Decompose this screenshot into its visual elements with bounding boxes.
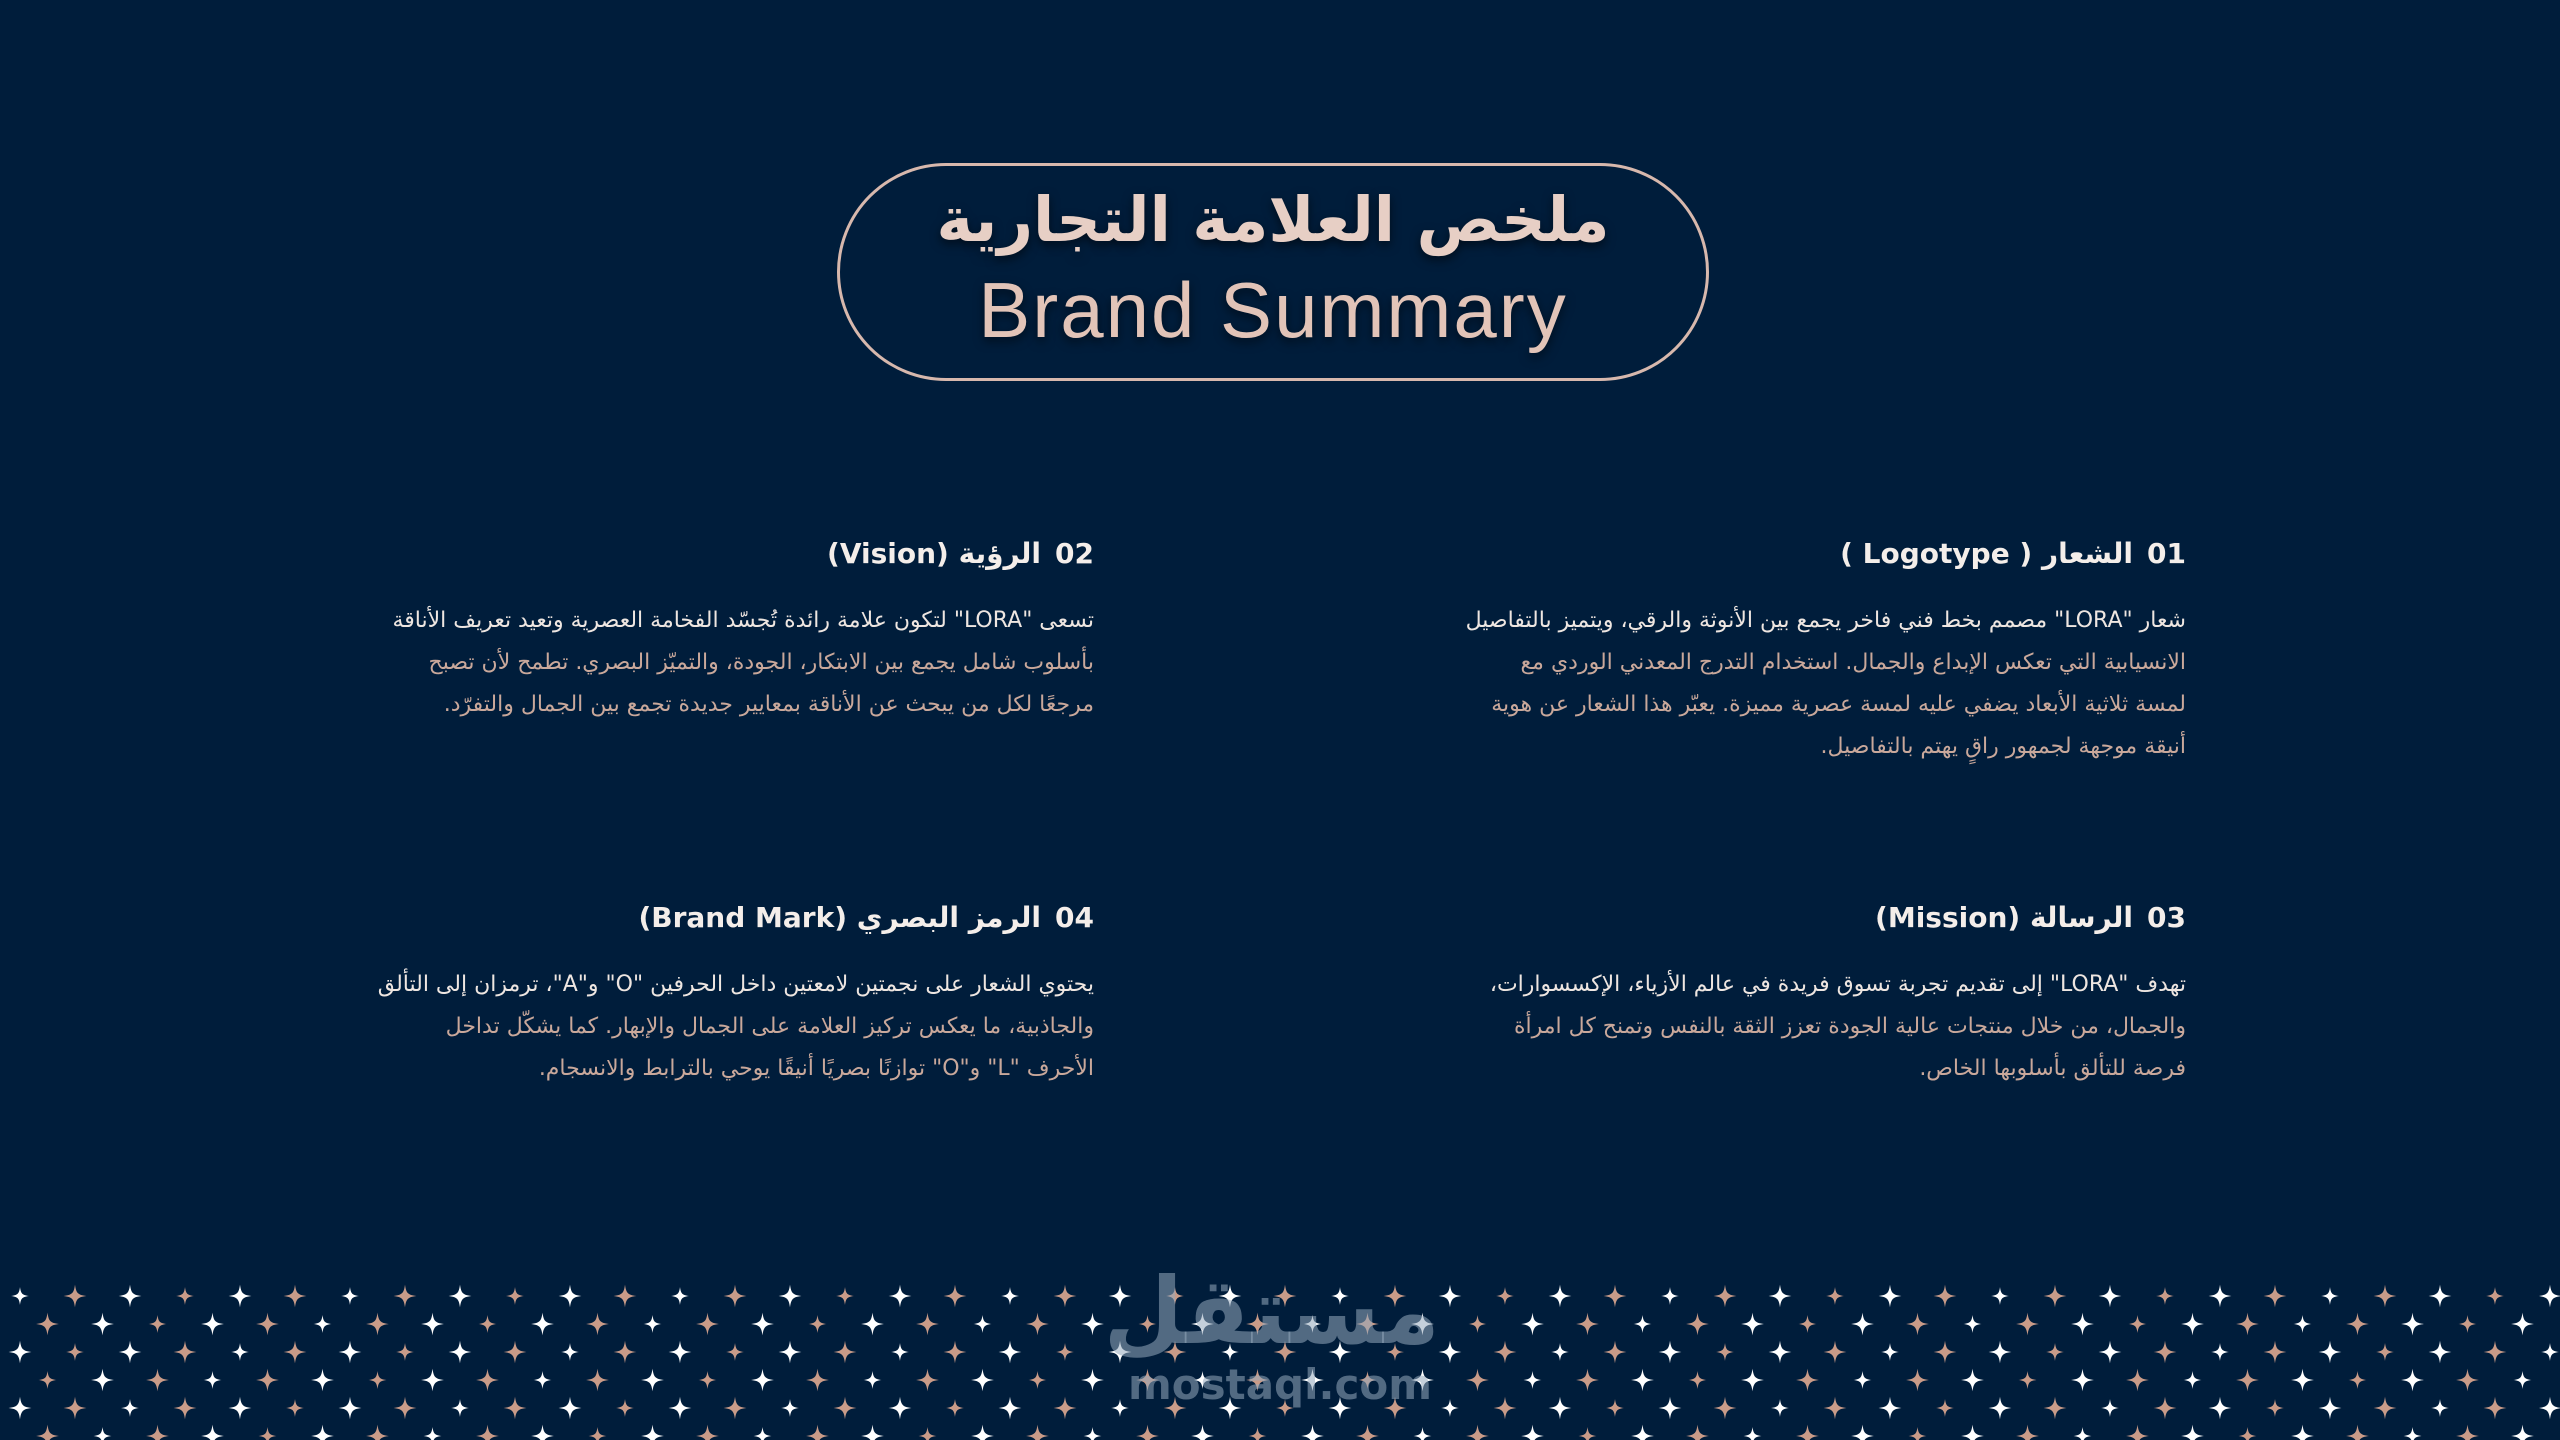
sparkle-star-icon	[1001, 1287, 1019, 1305]
sparkle-star-icon	[1634, 1315, 1652, 1333]
sparkle-star-icon	[1771, 1399, 1789, 1417]
sparkle-star-icon	[94, 1427, 112, 1440]
sparkle-star-icon	[64, 1397, 87, 1420]
sparkle-star-icon	[1549, 1397, 1572, 1420]
sparkle-star-icon	[366, 1425, 389, 1440]
sparkle-star-icon	[1136, 1425, 1159, 1440]
sparkle-star-icon	[2374, 1397, 2397, 1420]
sparkle-star-icon	[2074, 1427, 2092, 1440]
sparkle-star-icon	[1799, 1315, 1817, 1333]
sparkle-star-icon	[919, 1427, 937, 1440]
section-heading	[1426, 898, 2186, 938]
sparkle-star-icon	[1879, 1285, 1902, 1308]
section-number: 03	[2147, 901, 2186, 934]
section-logotype	[1426, 534, 2186, 768]
sparkle-star-icon	[836, 1287, 854, 1305]
sparkle-star-icon	[834, 1341, 857, 1364]
sparkle-star-icon	[2236, 1369, 2259, 1392]
sparkle-star-icon	[2291, 1369, 2314, 1392]
section-title: الرسالة (Mission)	[1875, 901, 2134, 934]
sparkle-star-icon	[121, 1399, 139, 1417]
sparkle-star-icon	[449, 1341, 472, 1364]
body-line: بأسلوب شامل يجمع بين الابتكار، الجودة، والتميّز البصري. تطمح لأن تصبح	[428, 650, 1094, 675]
body-line: أنيقة موجهة لجمهور راقٍ يهتم بالتفاصيل.	[1820, 734, 2186, 759]
sparkle-star-icon	[559, 1285, 582, 1308]
sparkle-star-icon	[1521, 1425, 1544, 1440]
body-line: يحتوي الشعار على نجمتين لامعتين داخل الحرفين "O" و"A"، ترمزان إلى التألق	[377, 972, 1094, 997]
page-title-english: Brand Summary	[978, 266, 1568, 354]
sparkle-star-icon	[366, 1313, 389, 1336]
sparkle-star-icon	[2154, 1341, 2177, 1364]
body-line: والجمال، من خلال منتجات عالية الجودة تعزز الثقة بالنفس وتمنح كل امرأة	[1514, 1014, 2186, 1039]
sparkle-star-icon	[284, 1285, 307, 1308]
sparkle-star-icon	[724, 1397, 747, 1420]
sparkle-star-icon	[1909, 1427, 1927, 1440]
sparkle-star-icon	[1081, 1313, 1104, 1336]
sparkle-star-icon	[1881, 1343, 1899, 1361]
sparkle-star-icon	[2346, 1425, 2369, 1440]
section-title: الرمز البصري (Brand Mark)	[638, 901, 1042, 934]
sparkle-star-icon	[396, 1343, 414, 1361]
sparkle-star-icon	[1084, 1427, 1102, 1440]
sparkle-star-icon	[561, 1343, 579, 1361]
sparkle-star-icon	[559, 1397, 582, 1420]
sparkle-star-icon	[504, 1341, 527, 1364]
page-title-arabic: ملخص العلامة التجارية	[936, 183, 1610, 256]
sparkle-star-icon	[1686, 1313, 1709, 1336]
sparkle-star-icon	[696, 1313, 719, 1336]
sparkle-star-icon	[2291, 1425, 2314, 1440]
sparkle-star-icon	[311, 1369, 334, 1392]
sparkle-star-icon	[671, 1287, 689, 1305]
sparkle-star-icon	[421, 1369, 444, 1392]
sparkle-star-icon	[1989, 1341, 2012, 1364]
sparkle-star-icon	[2099, 1285, 2122, 1308]
sparkle-star-icon	[424, 1427, 442, 1440]
sparkle-star-icon	[11, 1287, 29, 1305]
sparkle-star-icon	[641, 1369, 664, 1392]
sparkle-star-icon	[669, 1397, 692, 1420]
sparkle-star-icon	[1026, 1313, 1049, 1336]
sparkle-star-icon	[286, 1399, 304, 1417]
section-mission	[1426, 898, 2186, 1090]
sparkle-star-icon	[2101, 1399, 2119, 1417]
sparkle-star-icon	[1769, 1341, 1792, 1364]
sparkle-star-icon	[1631, 1425, 1654, 1440]
sparkle-star-icon	[2511, 1425, 2534, 1440]
body-line: والجاذبية، ما يعكس تركيز العلامة على الجمال والإبهار. كما يشكّل تداخل	[445, 1014, 1094, 1039]
sparkle-star-icon	[339, 1397, 362, 1420]
sparkle-star-icon	[174, 1397, 197, 1420]
sparkle-star-icon	[1604, 1341, 1627, 1364]
sparkle-star-icon	[9, 1341, 32, 1364]
sparkle-star-icon	[1741, 1313, 1764, 1336]
sparkle-star-icon	[2404, 1427, 2422, 1440]
sparkle-star-icon	[1796, 1369, 1819, 1392]
sparkle-star-icon	[1659, 1397, 1682, 1420]
sparkle-star-icon	[256, 1313, 279, 1336]
sparkle-star-icon	[644, 1315, 662, 1333]
sparkle-star-icon	[999, 1341, 1022, 1364]
sparkle-star-icon	[1744, 1427, 1762, 1440]
sparkle-star-icon	[1439, 1285, 1462, 1308]
sparkle-star-icon	[1521, 1313, 1544, 1336]
sparkle-star-icon	[2539, 1397, 2560, 1420]
sparkle-star-icon	[1961, 1425, 1984, 1440]
sparkle-star-icon	[2046, 1343, 2064, 1361]
sparkle-star-icon	[476, 1425, 499, 1440]
sparkle-star-icon	[1824, 1341, 1847, 1364]
sparkle-star-icon	[2266, 1399, 2284, 1417]
sparkle-star-icon	[1689, 1371, 1707, 1389]
sparkle-star-icon	[2184, 1371, 2202, 1389]
sparkle-star-icon	[231, 1343, 249, 1361]
sparkle-star-icon	[2264, 1341, 2287, 1364]
sparkle-star-icon	[1551, 1343, 1569, 1361]
sparkle-star-icon	[341, 1287, 359, 1305]
sparkle-star-icon	[779, 1285, 802, 1308]
sparkle-star-icon	[2486, 1287, 2504, 1305]
sparkle-star-icon	[1686, 1425, 1709, 1440]
sparkle-star-icon	[1056, 1343, 1074, 1361]
sparkle-star-icon	[586, 1313, 609, 1336]
sparkle-star-icon	[724, 1285, 747, 1308]
sparkle-star-icon	[1604, 1285, 1627, 1308]
sparkle-star-icon	[394, 1285, 417, 1308]
sparkle-star-icon	[2209, 1397, 2232, 1420]
sparkle-star-icon	[1576, 1313, 1599, 1336]
sparkle-star-icon	[146, 1425, 169, 1440]
section-body	[1426, 600, 2186, 768]
sparkle-star-icon	[974, 1315, 992, 1333]
sparkle-star-icon	[1524, 1371, 1542, 1389]
sparkle-star-icon	[201, 1313, 224, 1336]
sparkle-star-icon	[586, 1369, 609, 1392]
watermark-arabic: مستقل	[1103, 1258, 1440, 1365]
sparkle-star-icon	[2016, 1313, 2039, 1336]
sparkle-star-icon	[2429, 1341, 2452, 1364]
sparkle-star-icon	[971, 1369, 994, 1392]
sparkle-star-icon	[751, 1369, 774, 1392]
sparkle-star-icon	[1414, 1427, 1432, 1440]
sparkle-star-icon	[614, 1285, 637, 1308]
sparkle-star-icon	[589, 1427, 607, 1440]
sparkle-star-icon	[2126, 1425, 2149, 1440]
sparkle-star-icon	[229, 1285, 252, 1308]
section-vision	[334, 534, 1094, 726]
sparkle-star-icon	[2349, 1371, 2367, 1389]
body-line: الأحرف "L" و"O" توازنًا بصريًا أنيقًا يوحي بالترابط والانسجام.	[538, 1056, 1094, 1081]
body-line: الانسيابية التي تعكس الإبداع والجمال. استخدام التدرج المعدني الوردي مع	[1520, 650, 2186, 675]
sparkle-star-icon	[1579, 1427, 1597, 1440]
sparkle-star-icon	[2319, 1341, 2342, 1364]
sparkle-star-icon	[726, 1343, 744, 1361]
sparkle-star-icon	[146, 1369, 169, 1392]
sparkle-star-icon	[339, 1341, 362, 1364]
sparkle-star-icon	[1549, 1285, 1572, 1308]
sparkle-star-icon	[534, 1371, 552, 1389]
sparkle-star-icon	[36, 1313, 59, 1336]
sparkle-star-icon	[1964, 1315, 1982, 1333]
sparkle-star-icon	[451, 1399, 469, 1417]
sparkle-star-icon	[66, 1343, 84, 1361]
sparkle-star-icon	[2539, 1285, 2560, 1308]
sparkle-star-icon	[1991, 1287, 2009, 1305]
sparkle-star-icon	[1961, 1369, 1984, 1392]
sparkle-star-icon	[944, 1285, 967, 1308]
section-number: 04	[1055, 901, 1094, 934]
sparkle-star-icon	[696, 1425, 719, 1440]
sparkle-star-icon	[421, 1313, 444, 1336]
sparkle-star-icon	[2181, 1425, 2204, 1440]
sparkle-star-icon	[369, 1371, 387, 1389]
sparkle-star-icon	[1741, 1369, 1764, 1392]
sparkle-star-icon	[204, 1371, 222, 1389]
sparkle-star-icon	[916, 1369, 939, 1392]
title-badge	[837, 163, 1709, 381]
sparkle-star-icon	[1441, 1399, 1459, 1417]
sparkle-star-icon	[39, 1371, 57, 1389]
sparkle-star-icon	[2456, 1425, 2479, 1440]
sparkle-star-icon	[2154, 1397, 2177, 1420]
sparkle-star-icon	[1054, 1397, 1077, 1420]
sparkle-star-icon	[1934, 1285, 1957, 1308]
sparkle-star-icon	[284, 1341, 307, 1364]
sparkle-star-icon	[314, 1315, 332, 1333]
sparkle-star-icon	[779, 1341, 802, 1364]
sparkle-star-icon	[91, 1313, 114, 1336]
section-number: 02	[1055, 537, 1094, 570]
sparkle-star-icon	[1494, 1341, 1517, 1364]
sparkle-star-icon	[861, 1425, 884, 1440]
sparkle-star-icon	[2239, 1427, 2257, 1440]
sparkle-star-icon	[1796, 1425, 1819, 1440]
sparkle-star-icon	[641, 1425, 664, 1440]
section-body	[1426, 964, 2186, 1090]
sparkle-star-icon	[1714, 1397, 1737, 1420]
section-heading	[334, 534, 1094, 574]
sparkle-star-icon	[1659, 1341, 1682, 1364]
sparkle-star-icon	[2511, 1313, 2534, 1336]
sparkle-star-icon	[614, 1341, 637, 1364]
sparkle-star-icon	[2044, 1285, 2067, 1308]
sparkle-star-icon	[176, 1287, 194, 1305]
sparkle-star-icon	[944, 1341, 967, 1364]
sparkle-star-icon	[531, 1313, 554, 1336]
section-brand-mark	[334, 898, 1094, 1090]
sparkle-star-icon	[946, 1399, 964, 1417]
sparkle-star-icon	[1769, 1285, 1792, 1308]
sparkle-star-icon	[1081, 1369, 1104, 1392]
sparkle-star-icon	[2484, 1397, 2507, 1420]
sparkle-star-icon	[1851, 1313, 1874, 1336]
sparkle-star-icon	[1029, 1371, 1047, 1389]
body-line: تسعى "LORA" لتكون علامة رائدة تُجسّد الفخامة العصرية وتعيد تعريف الأناقة	[392, 608, 1094, 633]
sparkle-star-icon	[259, 1427, 277, 1440]
sparkle-star-icon	[2321, 1287, 2339, 1305]
sparkle-star-icon	[311, 1425, 334, 1440]
sparkle-star-icon	[806, 1425, 829, 1440]
sparkle-star-icon	[1301, 1425, 1324, 1440]
sparkle-star-icon	[806, 1369, 829, 1392]
body-line: شعار "LORA" مصمم بخط فني فاخر يجمع بين الأنوثة والرقي، ويتميز بالتفاصيل	[1465, 608, 2186, 633]
sparkle-star-icon	[1631, 1369, 1654, 1392]
body-line: فرصة للتألق بأسلوبها الخاص.	[1919, 1056, 2186, 1081]
section-heading	[1426, 534, 2186, 574]
sparkle-star-icon	[504, 1397, 527, 1420]
sparkle-star-icon	[1249, 1427, 1267, 1440]
sparkle-star-icon	[2484, 1341, 2507, 1364]
sparkle-star-icon	[999, 1397, 1022, 1420]
sparkle-star-icon	[2459, 1315, 2477, 1333]
sparkle-star-icon	[1934, 1341, 1957, 1364]
sparkle-star-icon	[616, 1399, 634, 1417]
body-line: مرجعًا لكل من يبحث عن الأناقة بمعايير جديدة تجمع بين الجمال والتفرّد.	[443, 692, 1094, 717]
sparkle-star-icon	[1496, 1287, 1514, 1305]
sparkle-star-icon	[2429, 1285, 2452, 1308]
sparkle-star-icon	[916, 1313, 939, 1336]
sparkle-star-icon	[1054, 1285, 1077, 1308]
sparkle-star-icon	[1439, 1341, 1462, 1364]
sparkle-star-icon	[1854, 1371, 1872, 1389]
sparkle-star-icon	[2129, 1315, 2147, 1333]
sparkle-star-icon	[1606, 1399, 1624, 1417]
mostaql-watermark	[1103, 1258, 1440, 1422]
sparkle-star-icon	[2236, 1313, 2259, 1336]
sparkle-star-icon	[834, 1397, 857, 1420]
sparkle-star-icon	[2376, 1343, 2394, 1361]
sparkle-star-icon	[2431, 1399, 2449, 1417]
watermark-english: mostaql.com	[1128, 1360, 1432, 1409]
sparkle-star-icon	[36, 1425, 59, 1440]
sparkle-star-icon	[1714, 1285, 1737, 1308]
sparkle-star-icon	[1906, 1313, 1929, 1336]
sparkle-star-icon	[479, 1315, 497, 1333]
section-title: الشعار ( Logotype )	[1840, 537, 2134, 570]
sparkle-star-icon	[1989, 1397, 2012, 1420]
sparkle-star-icon	[861, 1313, 884, 1336]
sparkle-star-icon	[2514, 1371, 2532, 1389]
sparkle-star-icon	[1356, 1425, 1379, 1440]
sparkle-star-icon	[119, 1341, 142, 1364]
sparkle-star-icon	[1661, 1287, 1679, 1305]
sparkle-star-icon	[394, 1397, 417, 1420]
sparkle-star-icon	[449, 1285, 472, 1308]
sparkle-star-icon	[9, 1397, 32, 1420]
sparkle-star-icon	[2211, 1343, 2229, 1361]
sparkle-star-icon	[1936, 1399, 1954, 1417]
sparkle-star-icon	[754, 1427, 772, 1440]
sparkle-star-icon	[2541, 1343, 2559, 1361]
sparkle-star-icon	[1026, 1425, 1049, 1440]
sparkle-star-icon	[1879, 1397, 1902, 1420]
sparkle-star-icon	[2374, 1285, 2397, 1308]
sparkle-star-icon	[971, 1425, 994, 1440]
section-title: الرؤية (Vision)	[827, 537, 1042, 570]
sparkle-star-icon	[889, 1285, 912, 1308]
body-line: تهدف "LORA" إلى تقديم تجربة تسوق فريدة في عالم الأزياء، الإكسسوارات،	[1489, 972, 2186, 997]
body-line: لمسة ثلاثية الأبعاد يضفي عليه لمسة عصرية مميزة. يعبّر هذا الشعار عن هوية	[1491, 692, 2186, 717]
sparkle-star-icon	[751, 1313, 774, 1336]
sparkle-star-icon	[2156, 1287, 2174, 1305]
sparkle-star-icon	[891, 1343, 909, 1361]
sparkle-star-icon	[809, 1315, 827, 1333]
sparkle-star-icon	[1851, 1425, 1874, 1440]
section-body	[334, 964, 1094, 1090]
sparkle-star-icon	[1466, 1425, 1489, 1440]
sparkle-star-icon	[2294, 1315, 2312, 1333]
sparkle-star-icon	[1826, 1287, 1844, 1305]
sparkle-star-icon	[201, 1425, 224, 1440]
section-heading	[334, 898, 1094, 938]
sparkle-star-icon	[1466, 1369, 1489, 1392]
sparkle-star-icon	[1824, 1397, 1847, 1420]
sparkle-star-icon	[506, 1287, 524, 1305]
sparkle-star-icon	[476, 1369, 499, 1392]
sparkle-star-icon	[1469, 1315, 1487, 1333]
section-body	[334, 600, 1094, 726]
section-number: 01	[2147, 537, 2186, 570]
sparkle-star-icon	[889, 1397, 912, 1420]
sparkle-star-icon	[1906, 1369, 1929, 1392]
sparkle-star-icon	[2044, 1397, 2067, 1420]
sparkle-star-icon	[2456, 1369, 2479, 1392]
sparkle-star-icon	[669, 1341, 692, 1364]
sparkle-star-icon	[781, 1399, 799, 1417]
sparkle-star-icon	[119, 1285, 142, 1308]
sparkle-star-icon	[531, 1425, 554, 1440]
sparkle-star-icon	[91, 1369, 114, 1392]
sparkle-star-icon	[2071, 1313, 2094, 1336]
sparkle-star-icon	[149, 1315, 167, 1333]
sparkle-star-icon	[2071, 1369, 2094, 1392]
sparkle-star-icon	[2209, 1285, 2232, 1308]
sparkle-star-icon	[2099, 1341, 2122, 1364]
sparkle-star-icon	[64, 1285, 87, 1308]
sparkle-star-icon	[174, 1341, 197, 1364]
sparkle-star-icon	[1191, 1425, 1214, 1440]
sparkle-star-icon	[2016, 1425, 2039, 1440]
sparkle-star-icon	[2401, 1369, 2424, 1392]
sparkle-star-icon	[864, 1371, 882, 1389]
sparkle-star-icon	[1494, 1397, 1517, 1420]
sparkle-star-icon	[2126, 1369, 2149, 1392]
sparkle-star-icon	[1716, 1343, 1734, 1361]
sparkle-star-icon	[256, 1369, 279, 1392]
sparkle-star-icon	[699, 1371, 717, 1389]
sparkle-star-icon	[2019, 1371, 2037, 1389]
sparkle-star-icon	[2264, 1285, 2287, 1308]
sparkle-star-icon	[2346, 1313, 2369, 1336]
sparkle-star-icon	[2181, 1313, 2204, 1336]
sparkle-star-icon	[2319, 1397, 2342, 1420]
sparkle-star-icon	[2401, 1313, 2424, 1336]
sparkle-star-icon	[229, 1397, 252, 1420]
sparkle-star-icon	[1576, 1369, 1599, 1392]
